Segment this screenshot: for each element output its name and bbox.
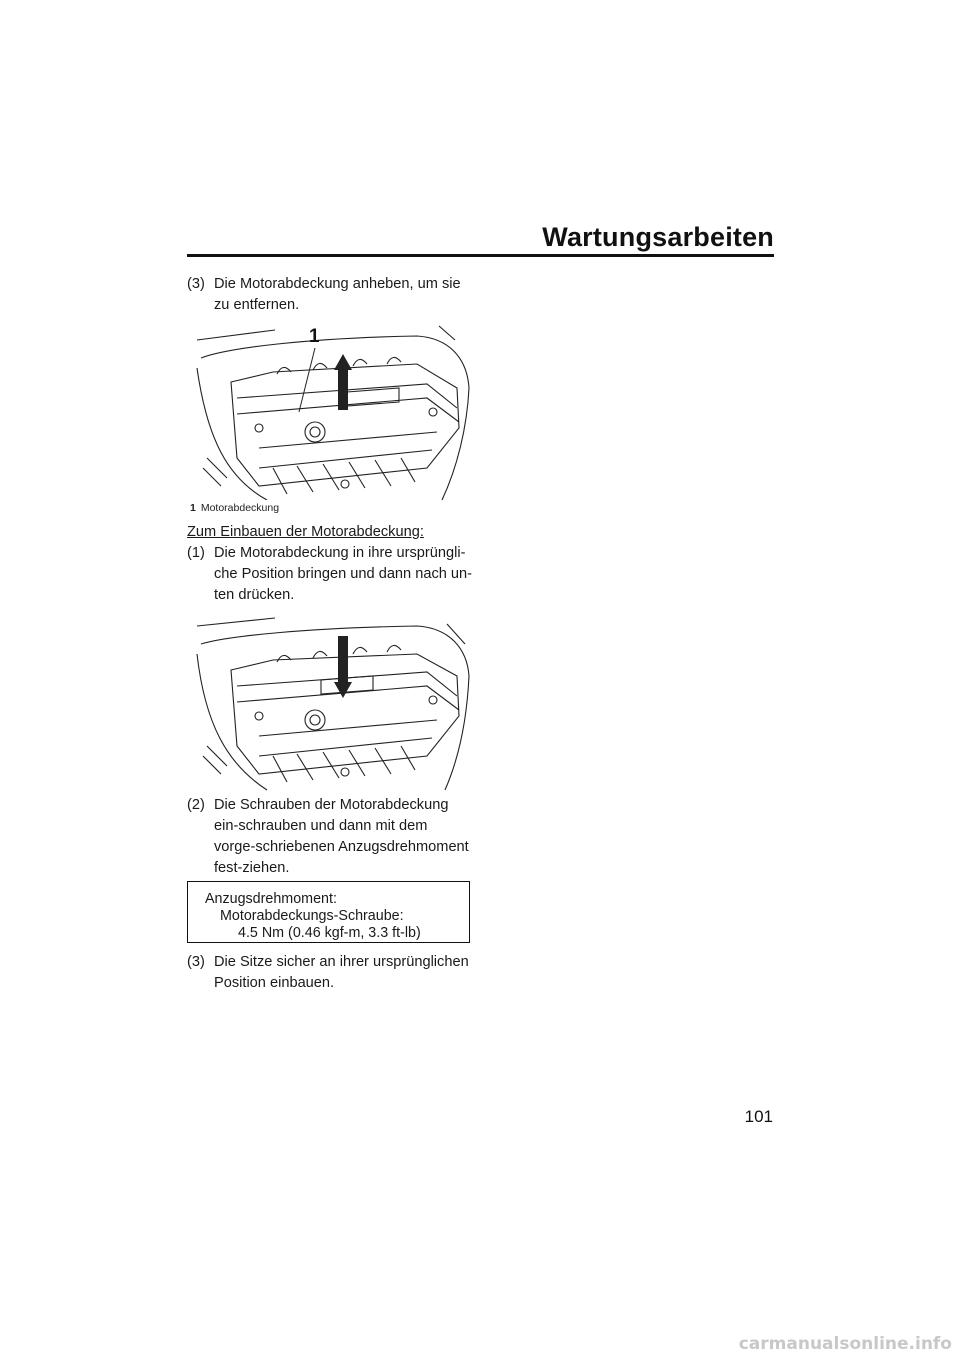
figure-legend [190,502,279,514]
install-final-step [187,952,472,994]
header-rule [187,254,774,257]
step-text: Die Motorabdeckung in ihre ursprüngli-che Position bringen und dann nach un-ten drücken. [214,545,473,603]
step-number: (3) [187,954,205,970]
step-number: (2) [187,797,205,813]
page-number: 101 [744,1107,773,1126]
install-steps-continued [187,795,472,879]
figure-engine-cover-lift [187,318,472,500]
legend-number: 1 [190,502,196,514]
removal-steps [187,274,472,316]
step-item [187,795,472,879]
engine-cover-illustration [187,614,472,796]
step-item [187,952,472,994]
step-text: Die Sitze sicher an ihrer ursprünglichen Position einbauen. [214,954,469,991]
spec-value: 4.5 Nm (0.46 kgf-m, 3.3 ft-lb) [238,925,421,941]
watermark-text: carmanualsonline.info [738,1334,952,1354]
page-title: Wartungsarbeiten [542,222,774,252]
figure-engine-cover-press [187,614,472,796]
callout-number: 1 [309,326,320,347]
step-text: Die Motorabdeckung anheben, um sie zu entfernen. [214,276,461,313]
step-item [187,543,472,606]
legend-text: Motorabdeckung [200,502,280,514]
section-heading: Zum Einbauen der Motorabdeckung: [187,524,424,540]
spec-label: Anzugsdrehmoment: [205,891,337,907]
step-text: Die Schrauben der Motorabdeckung ein-schrauben und dann mit dem vorge-schriebenen Anzugsdrehmoment fest-ziehen. [214,797,469,876]
step-item [187,274,472,316]
step-number: (1) [187,545,205,561]
torque-spec-box [187,881,470,943]
step-number: (3) [187,276,205,292]
spec-item: Motorabdeckungs-Schraube: [220,908,404,924]
install-section [187,522,472,606]
engine-cover-illustration [187,318,472,500]
